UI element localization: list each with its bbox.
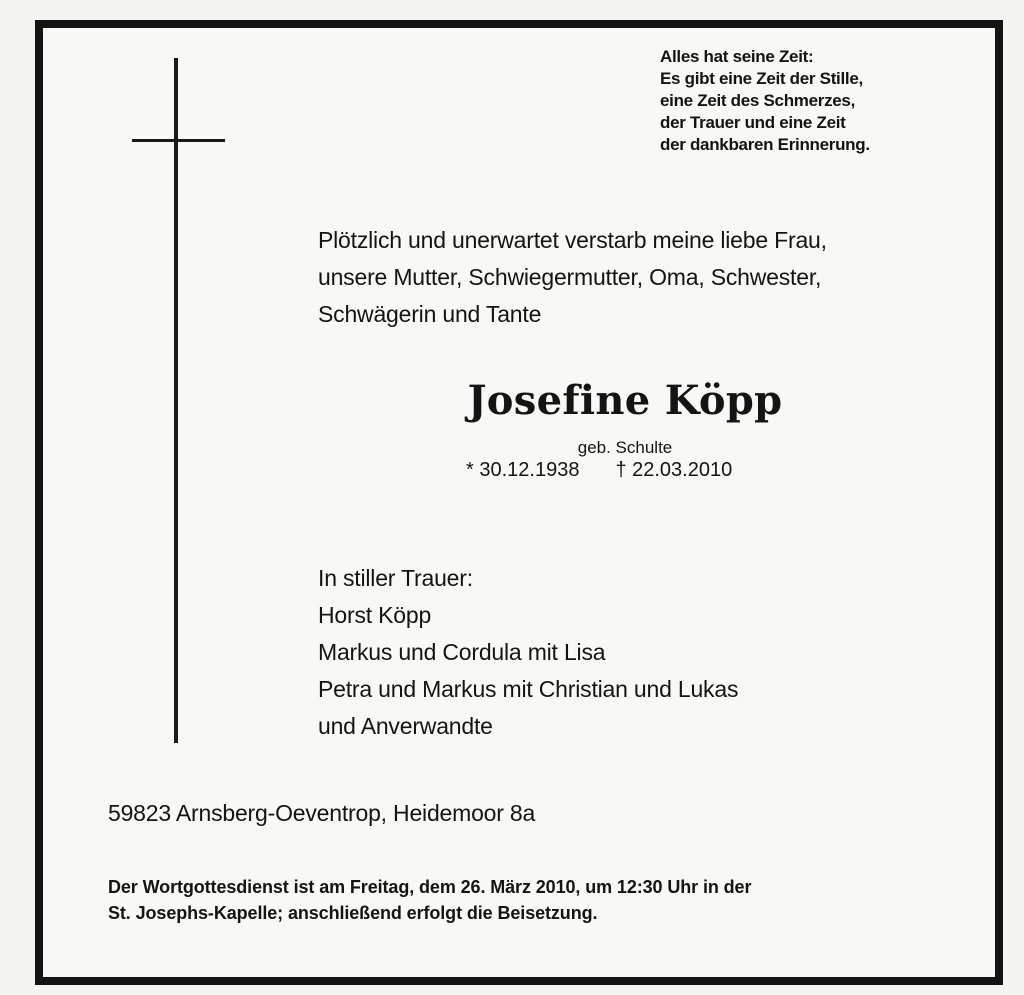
mourner-item: Petra und Markus mit Christian und Lukas [318,676,739,702]
announcement-line: Schwägerin und Tante [318,301,542,327]
deceased-name: Josefine Köpp [467,377,783,424]
motto-line: Es gibt eine Zeit der Stille, [660,69,863,88]
family-address: 59823 Arnsberg-Oeventrop, Heidemoor 8a [108,800,536,826]
death-date: † 22.03.2010 [615,459,733,481]
birth-date: * 30.12.1938 [466,459,580,481]
service-line: Der Wortgottesdienst ist am Freitag, dem 26. März 2010, um 12:30 Uhr in der [108,877,752,897]
cross-icon [174,58,178,743]
life-dates [466,459,732,482]
mourner-item: Horst Köpp [318,602,432,628]
mourners-list [318,560,978,745]
obituary-notice [35,20,1003,985]
motto-verse [660,46,960,156]
service-info [108,874,968,926]
announcement-line: unsere Mutter, Schwiegermutter, Oma, Schwester, [318,264,822,290]
announcement-line: Plötzlich und unerwartet verstarb meine liebe Frau, [318,227,827,253]
mourner-item: Markus und Cordula mit Lisa [318,639,606,665]
mourners-heading: In stiller Trauer: [318,565,473,591]
motto-line: Alles hat seine Zeit: [660,47,814,66]
mourner-item: und Anverwandte [318,713,493,739]
announcement-text [318,222,978,333]
cross-icon-bar [132,139,225,142]
birth-name: geb. Schulte [577,438,673,457]
service-line: St. Josephs-Kapelle; anschließend erfolgt die Beisetzung. [108,903,598,923]
motto-line: eine Zeit des Schmerzes, [660,91,855,110]
motto-line: der Trauer und eine Zeit [660,113,846,132]
motto-line: der dankbaren Erinnerung. [660,135,870,154]
